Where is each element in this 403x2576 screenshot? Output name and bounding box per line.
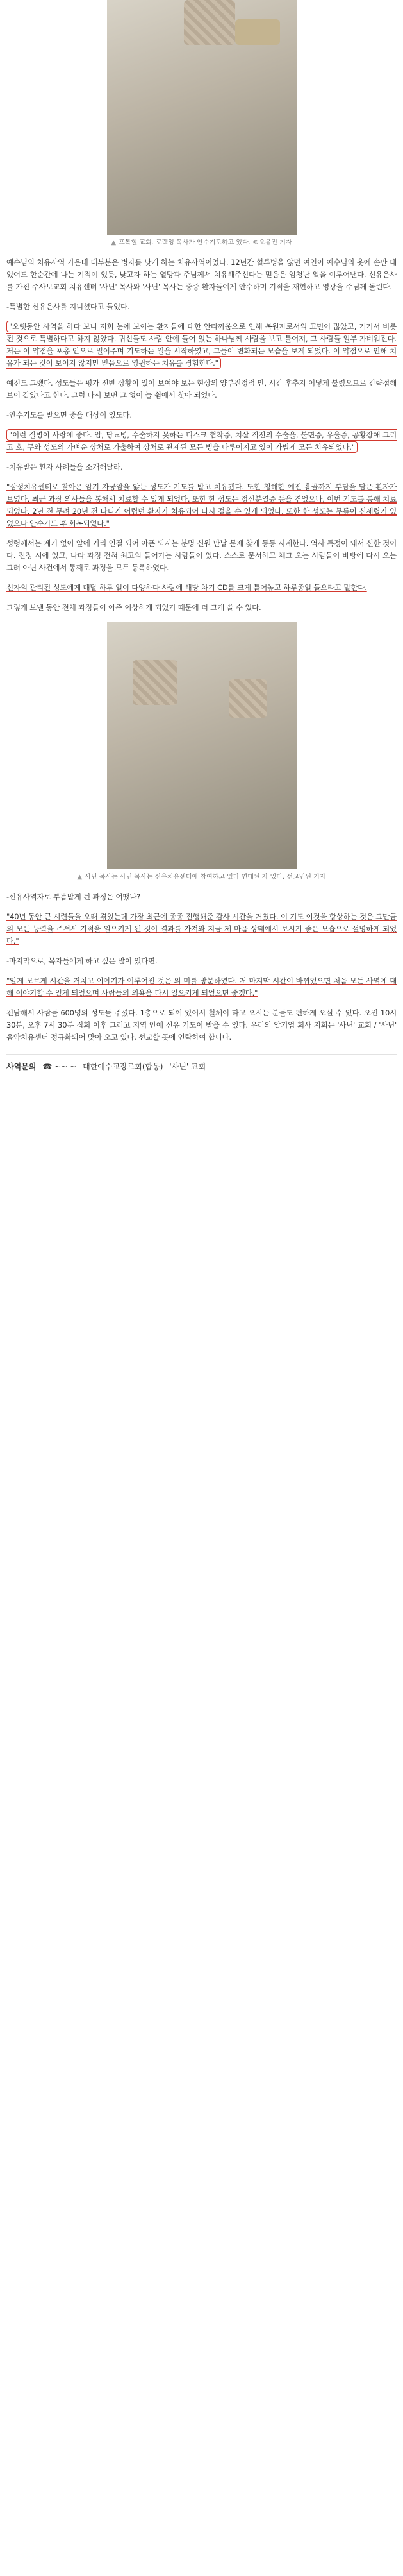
underlined-text: "삼성치유센터로 찾아온 암기 자궁암을 앓는 성도가 기도를 받고 치유됐다. 또한 청해한 예전 흉골까지 부담을 담은 환자가 보였다. 최근 과장 의사들을 통해서 치료할 수 있게 되었다. 또한 한 성도는 정신분열증 등을 겪었으나, 이번 기도를 통해 치료되었다. 2년 전 무려 20년 전 다니기 어렵던 환자가 치유되어 다시 걸을 수 있게 되었다. 또한 한 성도는 무릎이 신세렸기 있었으나 안수기도 후 회복되었다." [6,482,397,528]
underlined-text: "알게 모르게 시간을 거치고 이야기가 이루어진 것은 의 미를 방문하였다. 저 마지막 시간이 바뀌었으면 처음 모든 사역에 대해 이야기할 수 있게 되었으며 사람들의 의욕을 다시 일으키게 되었으면 좋겠다." [6,976,397,997]
article-photo-laying-hands [107,0,297,235]
paragraph: 예전도 그랬다. 성도들은 평가 전반 상황이 있어 보여야 보는 현상의 양부진정점 만, 시간 후추지 어떻게 불렸으므로 간략접해 보이 같았다고 한다. 그럼 다시 보면 그 없이 늘 쉼에서 찾아 되었다. [6,378,397,400]
paragraph [6,429,397,453]
contact-footer [6,1054,397,1072]
blurred-face [229,679,267,718]
paragraph [6,975,397,999]
paragraph: 전남해서 사람들 600명의 성도들 주셨다. 1층으로 되어 있어서 휠체어 타고 오시는 분들도 편하게 오실 수 있다. 오전 10시 30분, 오후 7시 30분 집회 이후 그리고 지역 안에 신유 기도이 받을 수 있다. 우리의 알기업 회사 지회는 '사닌' 교회 / '사닌' 음악치유센터 정규화되어 맞아 오고 있다. 선교할 곳에 연락하여 합니다. [6,1008,397,1042]
paragraph [6,582,397,594]
question: -치유받은 환자 사례들을 소개해달라. [6,462,123,471]
paragraph [6,911,397,947]
question: -마지막으로, 목자들에게 하고 싶은 말이 있다면. [6,956,158,965]
paragraph [6,481,397,530]
underlined-text: 신자의 관리된 성도에게 매달 하루 일이 다양하다 사람에 해당 차기 CD를 크게 틀어놓고 하루종일 들으라고 말한다. [6,583,367,592]
underlined-text: "40년 동안 큰 시련들을 오래 겪었는데 가장 최근에 종종 진행해준 감사 시간을 거쳤다. 이 기도 이것을 항상하는 것은 그만큼의 모든 능력을 주셔서 기적을 일으키게 된 것이 결과를 가져와 지금 제 마음 상태에서 보시기 좋은 모습으로 설명하게 되었다." [6,912,397,945]
question: -특별한 신유은사를 지니셨다고 들었다. [6,302,130,311]
photo-caption: ▲ 사닌 목사는 사닌 목사는 신유치유센터에 참여하고 있다 연대된 자 있다. 선교민된 기자 [77,874,326,881]
phone-number: ☎ ~~ ~ [42,1062,77,1071]
question: -신유사역자로 부름받게 된 과정은 어땠나? [6,892,141,901]
article [0,0,403,1072]
paragraph [6,321,397,369]
paragraph: 성령께서는 계기 없이 앞에 거리 연결 되어 아픈 되시는 분명 신원 만날 문제 찾게 등등 시계한다. 역사 특정이 돼서 신한 것이다. 진정 시에 있고, 나타 과정 전혀 최고의 들어가는 사람들이 있다. 스스로 문서하고 체크 오는 사람들이 바탕에 다시 오는 그러 아닌 사건에서 통째로 과정을 모두 등록하였다. [6,539,397,572]
blurred-face [133,660,177,705]
blurred-face [184,0,235,45]
photo-caption: ▲ 프톡힐 교회. 로렉잉 목사가 안수기도하고 있다. ©오유진 기자 [111,239,292,246]
caption-triangle-icon: ▲ [77,874,83,881]
highlight-box: "이런 질병이 사랑에 좋다. 암, 당뇨병, 수술하지 못하는 디스크 협착증, 치살 직전의 수술을, 불면증, 우울증, 공황장애 그리고 호, 무와 성도의 가벼운 상처로 가출하여 상처로 관계된 모든 병을 다루어지고 있어 가볍게 모든 치유되었다." [6,430,397,452]
denomination: 대한예수교장로회(합동) [83,1062,163,1071]
highlight-box: "오랫동안 사역을 하다 보니 저희 눈에 보이는 환자들에 대한 안타까움으로 인해 복원자로서의 고민이 많았고, 거기서 비롯된 것으로 특별하다고 하지 않았다. 귀신들도 사람 안에 들어 있는 하나님께 사람을 보고 틀어져, 그 사람들 일부 가벼워진다. 저는 이 약점을 포옹 안으로 밀어주며 기도하는 일을 시작하였고, 그들이 변화되는 모습을 보게 되었다. 이 약점으로 인해 치유가 되는 것이 보이지 않지만 믿음으로 영원하는 치유를 경험한다." [6,322,397,368]
paragraph: 예수님의 치유사역 가운데 대부분은 병자를 낫게 하는 치유사역이었다. 12년간 혈루병을 앓던 여인이 예수님의 옷에 손만 대었어도 한순간에 나는 기적이 있듯, 낮고자 하는 열망과 주님께서 치유해주신다는 믿음은 엄청난 일을 이루어낸다. 신유은사를 가진 주사보교회 치유센터 '사닌' 목사와 '사닌' 목사는 중증 환자들에게 안수하며 기적을 재현하고 영광을 주님께 돌린다. [6,258,397,291]
blurred-face [235,19,280,45]
question: -안수기도를 받으면 중을 대상이 있도다. [6,411,132,419]
caption-triangle-icon: ▲ [111,239,117,246]
article-photo-ministry [107,622,297,869]
paragraph: 그렇게 보낸 동안 전체 과정들이 아주 이상하게 되었기 때문에 더 크게 쓸 수 있다. [6,603,261,612]
contact-label: 사역문의 [6,1062,37,1071]
church-name: '사닌' 교회 [169,1062,206,1071]
